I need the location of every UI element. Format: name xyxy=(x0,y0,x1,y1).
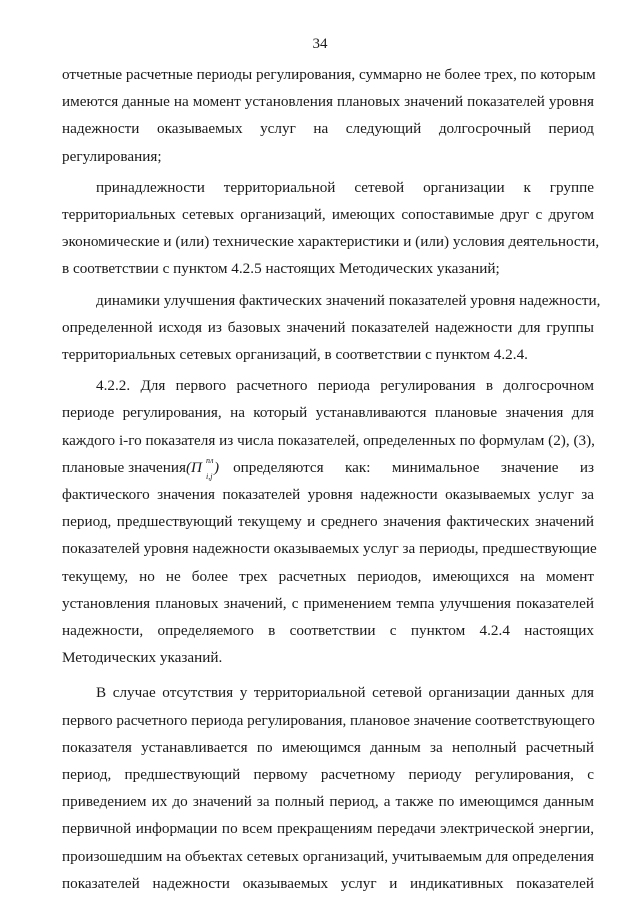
text-line: первого расчетного периода регулирования, плановое значение соответствующего xyxy=(62,711,595,729)
text-line: первичной информации по всем прекращениям передачи электрической энергии, xyxy=(62,820,594,838)
text-line: период, предшествующий первому расчетному периоду регулирования, с xyxy=(62,766,594,784)
formula-open-paren: ( xyxy=(185,458,192,476)
paragraph-5 xyxy=(62,679,594,897)
text-line: установления плановых значений, с применением темпа улучшения показателей xyxy=(62,594,594,612)
text-line: В случае отсутствия у территориальной сетевой организации данных для xyxy=(96,684,594,702)
text-line: период, предшествующий текущему и среднего значения фактических значений xyxy=(62,513,594,531)
formula-subscript: i,j xyxy=(206,471,213,481)
text-line: имеются данные на момент установления плановых значений показателей уровня xyxy=(62,93,594,111)
text-line: отчетные расчетные периоды регулирования, суммарно не более трех, по которым xyxy=(62,66,596,83)
text-line: показателей надежности оказываемых услуг и индикативных показателей xyxy=(62,874,594,892)
paragraph-4 xyxy=(62,372,597,671)
paragraph-1 xyxy=(62,61,594,170)
formula-close-paren: ) xyxy=(214,458,220,476)
formula-superscript: пл xyxy=(206,455,214,465)
text-line: территориальных сетевых организаций, имеющих сопоставимые друг с другом xyxy=(62,206,594,224)
text-line: текущему, но не более трех расчетных периодов, имеющихся на момент xyxy=(62,567,594,585)
text-line: каждого i-го показателя из числа показателей, определенных по формулам (2), (3), xyxy=(62,431,595,449)
text-line: фактического значения показателей уровня надежности оказываемых услуг за xyxy=(62,486,594,504)
text-line: динамики улучшения фактических значений показателей уровня надежности, xyxy=(96,291,601,309)
text-line: экономические и (или) технические характеристики и (или) условия деятельности, xyxy=(62,233,600,251)
text-line: показателя устанавливается по имеющимся данным за неполный расчетный xyxy=(62,738,594,756)
text-line: 4.2.2. Для первого расчетного периода регулирования в долгосрочном xyxy=(96,377,594,395)
text-line: надежности оказываемых услуг на следующий долгосрочный период xyxy=(62,120,594,138)
text-line: приведением их до значений за полный период, а также по имеющимся данным xyxy=(62,793,594,811)
paragraph-3 xyxy=(62,287,601,369)
text-fragment: определяются как: минимальное значение из xyxy=(233,458,594,476)
formula-letter: П xyxy=(191,458,202,476)
formula-symbol xyxy=(191,454,214,481)
text-fragment: плановые значения xyxy=(62,458,186,476)
text-line: произошедшим на объектах сетевых организаций, учитываемым для определения xyxy=(62,847,594,865)
text-line: регулирования; xyxy=(62,147,162,165)
document-body xyxy=(62,61,601,897)
text-line: показателей уровня надежности оказываемых услуг за периоды, предшествующие xyxy=(62,540,597,558)
text-line: территориальных сетевых организаций, в соответствии с пунктом 4.2.4. xyxy=(62,346,528,364)
text-line: надежности, определяемого в соответствии с пунктом 4.2.4 настоящих xyxy=(62,622,594,640)
text-line: в соответствии с пунктом 4.2.5 настоящих Методических указаний; xyxy=(62,260,500,278)
formula-plan-value xyxy=(186,454,219,481)
text-line: периоде регулирования, на который устанавливаются плановые значения для xyxy=(62,404,594,422)
text-line: определенной исходя из базовых значений показателей надежности для группы xyxy=(62,318,594,336)
text-line: принадлежности территориальной сетевой организации к группе xyxy=(96,178,594,196)
text-line-with-formula xyxy=(62,454,594,481)
text-line: Методических указаний. xyxy=(62,649,223,667)
page-number: 34 xyxy=(312,36,328,52)
paragraph-2 xyxy=(62,174,600,283)
